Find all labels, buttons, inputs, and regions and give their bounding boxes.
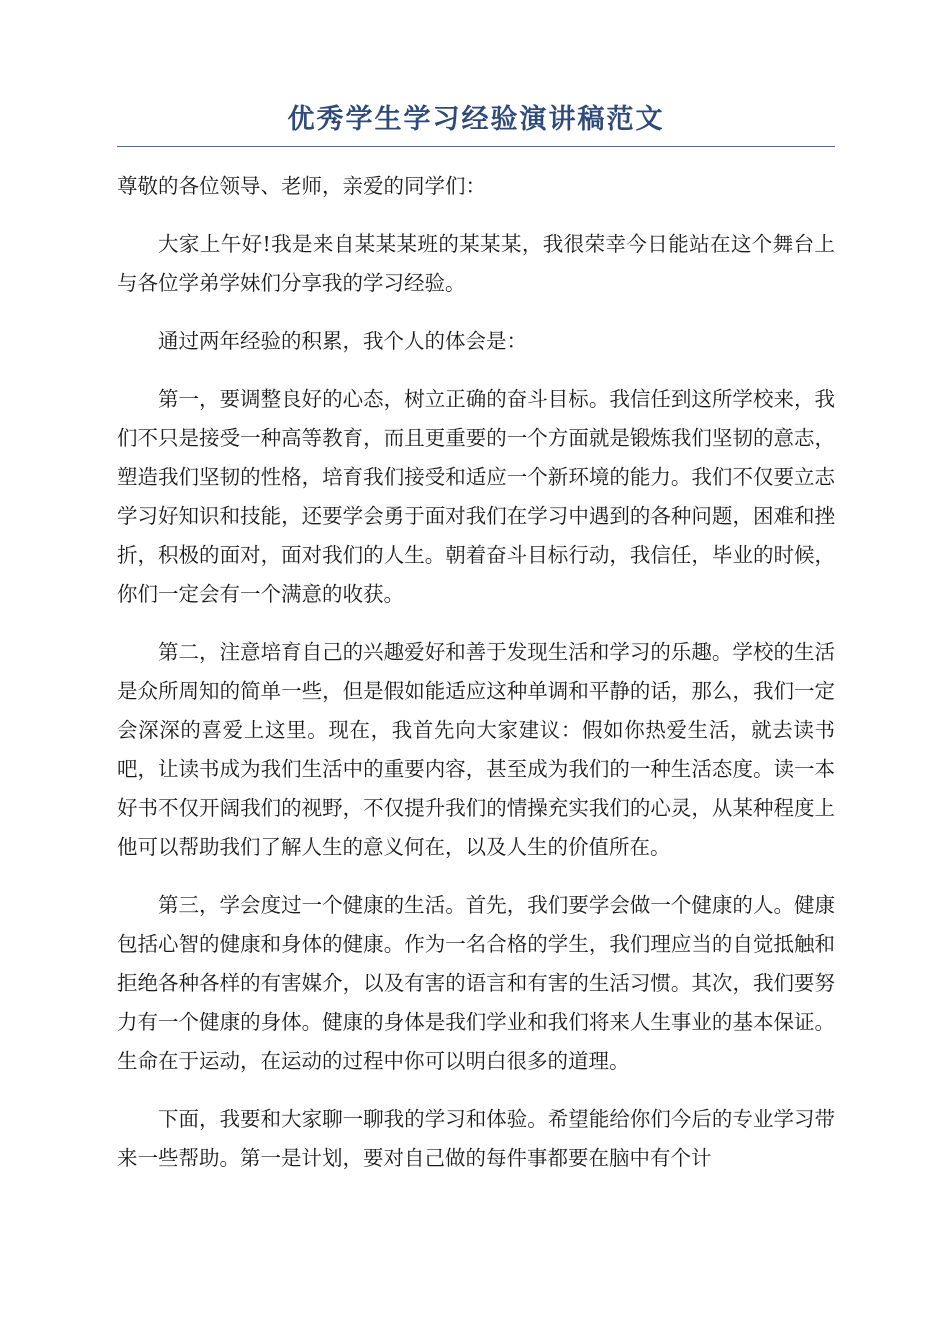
paragraph-intro: 通过两年经验的积累，我个人的体会是： [158, 329, 527, 353]
paragraph-greeting: 大家上午好!我是来自某某某班的某某某，我很荣幸今日能站在这个舞台上与各位学弟学妹们分享我的学习经验。 [117, 232, 835, 295]
paragraph-point-two: 第二，注意培育自己的兴趣爱好和善于发现生活和学习的乐趣。学校的生活是众所周知的简单一些，但是假如能适应这种单调和平静的话，那么，我们一定会深深的喜爱上这里。现在，我首先向大家建议：假如你热爱生活，就去读书吧，让读书成为我们生活中的重要内容，甚至成为我们的一种生活态度。读一本好书不仅开阔我们的视野，不仅提升我们的情操充实我们的心灵，从某种程度上他可以帮助我们了解人生的意义何在，以及人生的价值所在。 [117, 640, 835, 859]
paragraph-point-three: 第三，学会度过一个健康的生活。首先，我们要学会做一个健康的人。健康包括心智的健康和身体的健康。作为一名合格的学生，我们理应当的自觉抵触和拒绝各种各样的有害媒介，以及有害的语言和有害的生活习惯。其次，我们要努力有一个健康的身体。健康的身体是我们学业和我们将来人生事业的基本保证。生命在于运动，在运动的过程中你可以明白很多的道理。 [117, 893, 835, 1073]
document-title: 优秀学生学习经验演讲稿范文 [287, 104, 665, 135]
document-page [117, 100, 835, 1197]
salutation: 尊敬的各位领导、老师，亲爱的同学们： [117, 174, 486, 198]
title-underline [117, 146, 835, 147]
paragraph-study-experience: 下面，我要和大家聊一聊我的学习和体验。希望能给你们今后的专业学习带来一些帮助。第一是计划，要对自己做的每件事都要在脑中有个计 [117, 1107, 835, 1170]
paragraph-point-one: 第一，要调整良好的心态，树立正确的奋斗目标。我信任到这所学校来，我们不只是接受一种高等教育，而且更重要的一个方面就是锻炼我们坚韧的意志，塑造我们坚韧的性格，培育我们接受和适应一个新环境的能力。我们不仅要立志学习好知识和技能，还要学会勇于面对我们在学习中遇到的各种问题，困难和挫折，积极的面对，面对我们的人生。朝着奋斗目标行动，我信任，毕业的时候，你们一定会有一个满意的收获。 [117, 387, 835, 606]
